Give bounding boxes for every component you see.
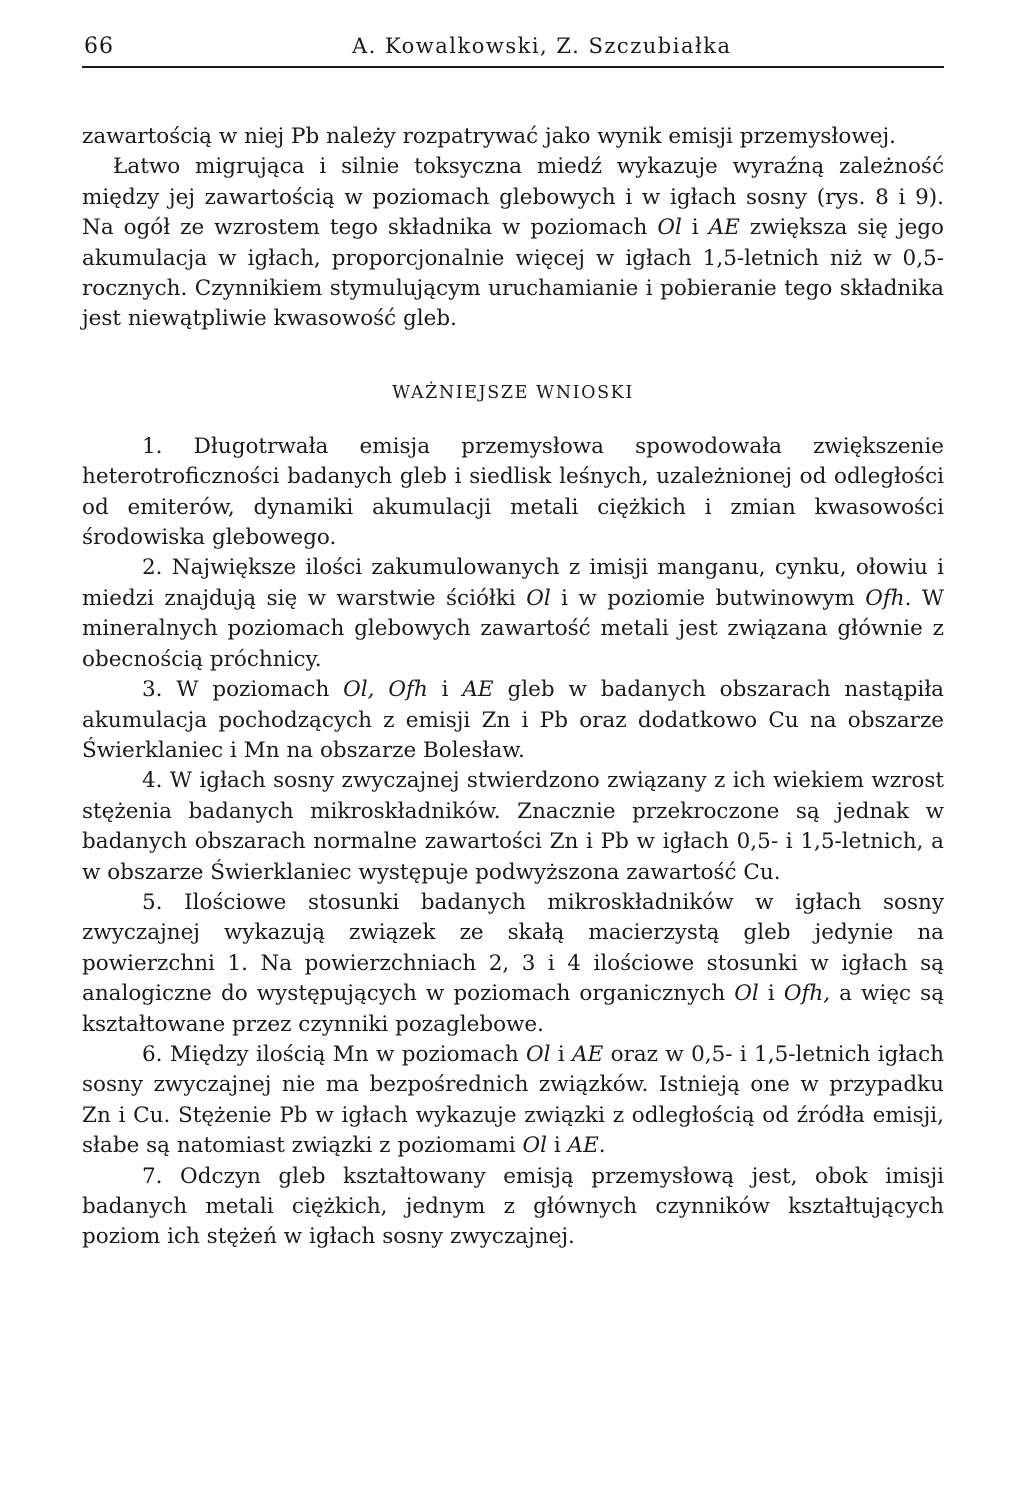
horizon-symbol: AE — [462, 677, 494, 703]
paragraph-continuation: zawartością w niej Pb należy rozpatrywać jako wynik emisji przemysłowej. — [82, 124, 896, 149]
conclusion-2 — [82, 553, 944, 675]
text-span: i w poziomie butwinowym — [550, 585, 866, 611]
text-span: zwiększa się jego akumulacja w igłach, proporcjonalnie więcej w igłach 1,5-letnich niż w 0,5-rocznych. Czynnikiem stymulującym uruchamianie i pobieranie tego składnika jest niewątpliwie kwasowość gleb. — [82, 215, 944, 332]
horizon-symbol: Ol — [526, 585, 551, 611]
conclusion-3 — [82, 675, 944, 766]
conclusion-7: 7. Odczyn gleb kształtowany emisją przemysłową jest, obok imisji badanych metali ciężkich, jednym z głównych czynników kształtujących poziom ich stężeń w igłach sosny zwyczajnej. — [82, 1163, 944, 1250]
conclusion-1: 1. Długotrwała emisja przemysłowa spowodowała zwiększenie heterotroficzności badanych gleb i siedlisk leśnych, uzależnionej od odległości od emiterów, dynamiki akumulacji metali ciężkich i zmian kwasowości środowiska glebowego. — [82, 433, 944, 551]
horizon-symbol: AE — [708, 215, 740, 241]
text-span: 6. Między ilością Mn w poziomach — [142, 1041, 527, 1067]
text-span: Łatwo migrująca i silnie toksyczna miedź wykazuje wyraźną zależność między jej zawartością w poziomach glebowych i w igłach sosny (rys. 8 i 9). Na ogół ze wzrostem tego składnika w poziomach — [82, 154, 944, 241]
text-span: 3. W poziomach — [142, 677, 344, 703]
document-page — [82, 26, 944, 1253]
text-span: i — [681, 215, 709, 241]
text-span: oraz w 0,5- i 1,5-letnich igłach sosny zwyczajnej nie ma bezpośrednich związków. Istnieją one w przypadku Zn i Cu. Stężenie Pb w igłach wykazuje związki z odległością od źródła emisji, słabe są natomiast związki z poziomami — [82, 1041, 945, 1159]
page-header — [82, 26, 944, 68]
text-span: 5. Ilościowe stosunki badanych mikroskładników w igłach sosny zwyczajnej wykazują związek ze skałą macierzystą gleb jedynie na powierzchni 1. Na powierzchniach 2, 3 i 4 ilościowe stosunki w igłach są analogiczne do występujących w poziomach organicznych — [82, 889, 944, 1007]
paragraph-copper — [82, 152, 944, 334]
section-heading: WAŻNIEJSZE WNIOSKI — [392, 382, 634, 403]
horizon-symbol: Ofh. — [865, 585, 912, 611]
horizon-symbol: Ol — [522, 1133, 547, 1159]
horizon-symbol: Ofh, — [783, 981, 831, 1007]
horizon-symbol: Ol — [526, 1041, 551, 1067]
conclusion-6 — [82, 1040, 944, 1162]
running-head: A. Kowalkowski, Z. Szczubiałka — [352, 34, 732, 58]
text-span: 2. Największe ilości zakumulowanych z imisji manganu, cynku, ołowiu i miedzi znajdują się w warstwie ściółki — [82, 555, 944, 611]
text-span: gleb w badanych obszarach nastąpiła akumulacja pochodzących z emisji Zn i Pb oraz dodatkowo Cu na obszarze Świerklaniec i Mn na obszarze Bolesław. — [82, 677, 944, 763]
horizon-symbol: Ol — [657, 215, 682, 241]
horizon-symbol: Ol — [734, 981, 759, 1007]
text-span: i — [547, 1133, 568, 1159]
body-text — [82, 122, 944, 1253]
horizon-symbol: Ol, Ofh — [343, 677, 428, 703]
text-span: a więc są kształtowane przez czynniki pozaglebowe. — [82, 981, 945, 1037]
horizon-symbol: AE. — [567, 1133, 606, 1159]
conclusion-4: 4. W igłach sosny zwyczajnej stwierdzono związany z ich wiekiem wzrost stężenia badanych mikroskładników. Znacznie przekroczone są jednak w badanych obszarach normalne zawartości Zn i Pb w igłach 0,5- i 1,5-letnich, a w obszarze Świerklaniec występuje podwyższona zawartość Cu. — [82, 768, 944, 885]
text-span: i — [427, 677, 463, 703]
text-span: W mineralnych poziomach glebowych zawartość metali jest związana głównie z obecnością próchnicy. — [82, 585, 944, 672]
text-span: i — [758, 981, 784, 1007]
text-span: i — [550, 1041, 573, 1067]
horizon-symbol: AE — [572, 1041, 604, 1067]
page-number: 66 — [84, 34, 114, 59]
conclusion-5 — [82, 888, 944, 1040]
